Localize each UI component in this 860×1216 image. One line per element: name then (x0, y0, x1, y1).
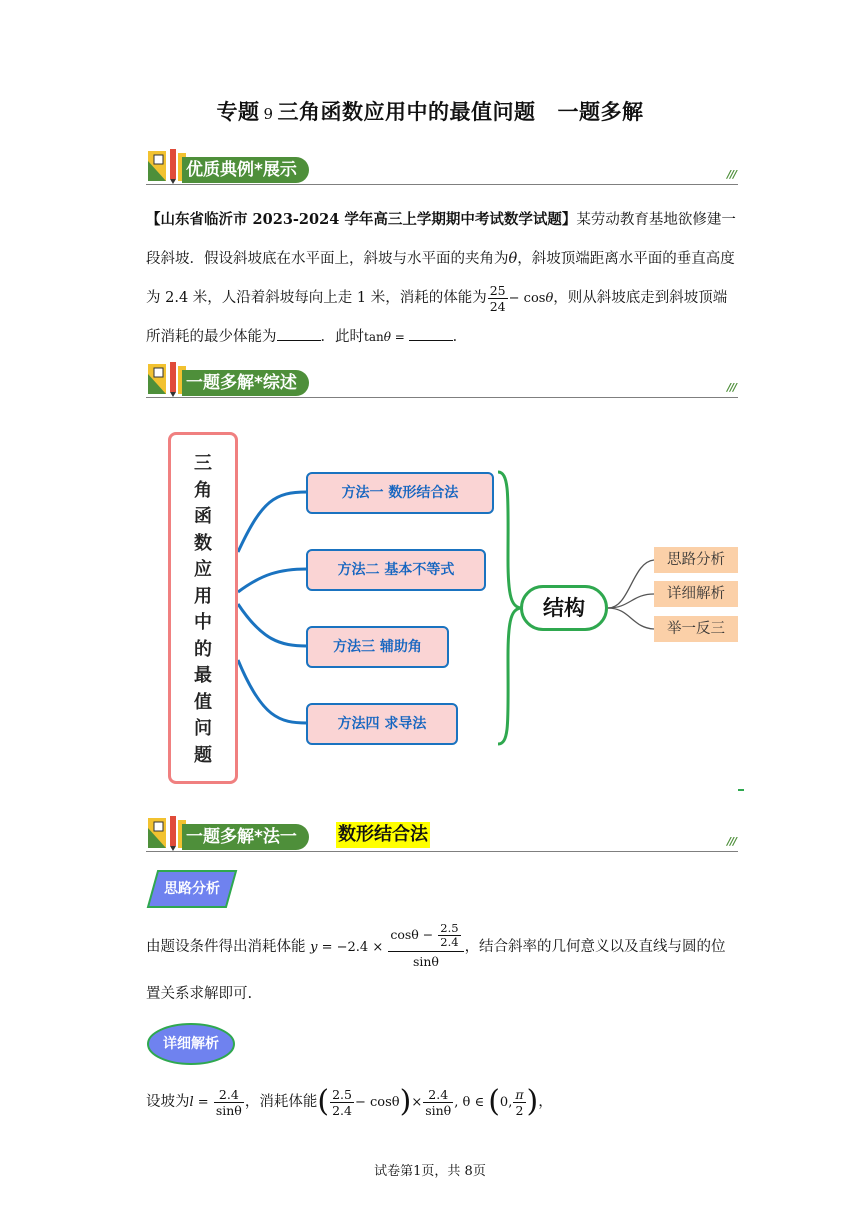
root-char: 题 (194, 744, 212, 766)
root-char: 数 (194, 532, 212, 554)
detail-text: 设坡为l = $\frac{2.4}{\sin\theta}$ ，消耗体能( $\frac{2.5}{2.4}$ − cosθ)× $\frac{2.4}{\sin\theta}$ , θ ∈ (0, $\frac{\pi}{2}$ )， (146, 1084, 553, 1119)
leaf-analysis: 思路分析 (654, 547, 738, 573)
root-char: 用 (194, 585, 212, 607)
analysis-badge: 思路分析 (164, 881, 220, 897)
section-title: 一题多解*综述 (182, 370, 309, 396)
slash-decoration: /// (726, 168, 736, 181)
fraction-25-24: $\frac{25}{24}$ (489, 282, 506, 314)
section-rule (146, 851, 738, 852)
slash-decoration: /// (726, 835, 736, 848)
title-prefix: 专题 (216, 100, 260, 124)
page-footer: 试卷第1页，共 8页 (374, 1164, 486, 1179)
root-char: 值 (194, 691, 212, 713)
root-char: 三 (194, 453, 212, 474)
title-main: 三角函数应用中的最值问题 (277, 100, 536, 124)
root-char: 最 (194, 665, 212, 686)
y-symbol: y (310, 940, 318, 955)
analysis-text: 由题设条件得出消耗体能 y = −2.4 × cosθ − $\frac{2.5}{2.4}$ sinθ ，结合斜率的几何意义以及直线与圆的位置关系求解即可. (146, 921, 726, 1002)
title-sub: 一题多解 (557, 100, 644, 124)
method-3-node: 方法三 辅助角 (306, 626, 449, 668)
problem-text-2: ，斜坡顶端距离水平面的垂直高度为 2.4 米，人沿着斜坡每向上走 1 米，消耗的体能为 (146, 251, 735, 306)
section-header-method1 (146, 820, 738, 852)
tan-label: tan (364, 330, 384, 344)
problem-text-3: ，则从斜坡底走到斜坡顶端所消耗的最少体能为 (146, 290, 728, 345)
slash-decoration: /// (726, 381, 736, 394)
root-char: 的 (194, 638, 212, 660)
root-char: 中 (194, 612, 212, 633)
method-1-node: 方法一 数形结合法 (306, 472, 494, 514)
leaf-detail: 详细解析 (654, 581, 738, 607)
root-char: 角 (194, 479, 212, 501)
analysis-fraction: cosθ − $\frac{2.5}{2.4}$ sinθ (388, 922, 463, 972)
root-char: 应 (194, 559, 212, 580)
method-2-node: 方法二 基本不等式 (306, 549, 486, 591)
section-title: 优质典例*展示 (182, 157, 309, 183)
theta-symbol: θ (508, 251, 518, 267)
title-number: 9 (263, 105, 274, 123)
root-char: 问 (194, 718, 212, 739)
leaf-practice: 举一反三 (654, 616, 738, 642)
structure-node: 结构 (520, 585, 608, 631)
minus-cos: − cos (508, 291, 546, 306)
root-char: 函 (194, 506, 212, 527)
mindmap-root (168, 432, 238, 784)
problem-text-4: ．此时 (320, 329, 364, 345)
section-title: 一题多解*法一 (182, 824, 309, 850)
method-4-node: 方法四 求导法 (306, 703, 458, 745)
detail-badge: 详细解析 (163, 1036, 219, 1052)
problem-text-1: 某劳动教育基地欲修建一段斜坡．假设斜坡底在水平面上，斜坡与水平面的夹角为 (146, 212, 736, 267)
problem-text: 【山东省临沂市 2023-2024 学年高三上学期期中考试数学试题】某劳动教育基地欲修建一段斜坡．假设斜坡底在水平面上，斜坡与水平面的夹角为θ，斜坡顶端距离水平面的垂直高度为 2.4 米，人沿着斜坡每向上走 1 米，消耗的体能为 $\frac{25}{24}$ − cosθ，则从斜坡底走到斜坡顶端所消耗的最少体能为 ．此时tanθ = ． (146, 211, 736, 345)
problem-source: 【山东省临沂市 2023-2024 学年高三上学期期中考试数学试题】 (146, 211, 577, 228)
method-highlight: 数形结合法 (336, 822, 430, 848)
